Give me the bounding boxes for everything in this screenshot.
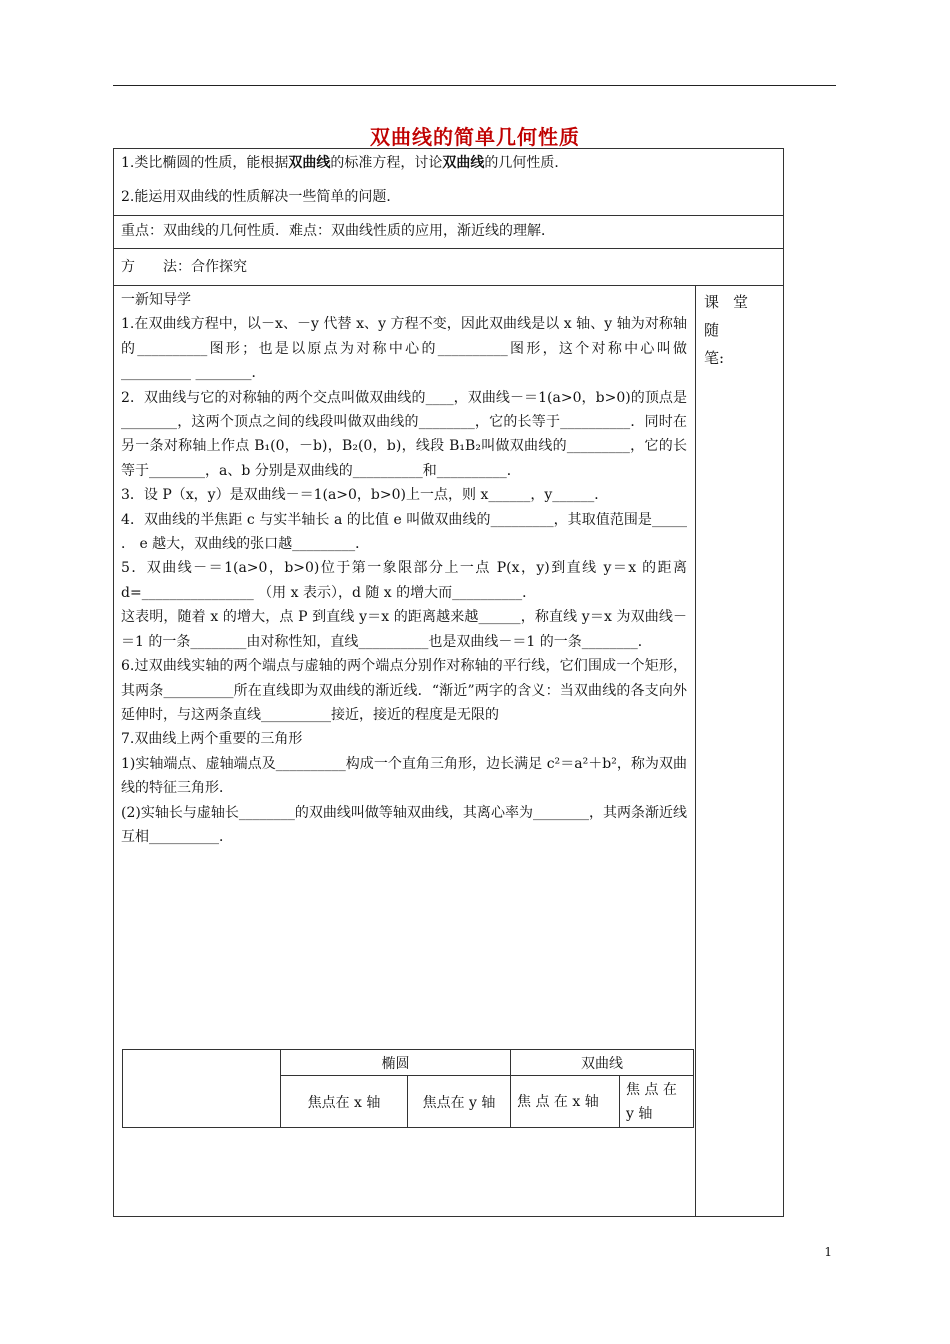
objective-1 [121, 151, 568, 175]
item-5b: 这表明，随着 x 的增大，点 P 到直线 y＝x 的距离越来越______，称直线 y＝x 为双曲线－＝1 的一条________由对称性知，直线__________也是双曲线－＝1 的一条________． [121, 609, 687, 650]
item-2: 2．双曲线与它的对称轴的两个交点叫做双曲线的____，双曲线－＝1(a>0，b>0)的顶点是________，这两个顶点之间的线段叫做双曲线的________，它的长等于__________．同时在另一条对称轴上作点 B₁(0，－b)，B₂(0，b)，线段 B₁B₂叫做双曲线的_________，它的长等于________，a、b 分别是双曲线的__________和__________． [121, 389, 687, 479]
objective-1-part: 1.类比椭圆的性质，能根据 [121, 155, 289, 171]
side-note-label: 笔: [704, 349, 725, 367]
row-divider [114, 285, 783, 286]
objective-1-bold: 双曲线 [442, 155, 485, 171]
table-header-ellipse: 椭圆 [281, 1050, 511, 1076]
table-cell-ellipse-y: 焦点在 y 轴 [408, 1076, 511, 1128]
objective-1-part: 的标准方程，讨论 [330, 155, 443, 171]
row-divider [114, 215, 783, 216]
table-empty-cell [123, 1050, 281, 1128]
objective-1-bold: 双曲线 [288, 155, 331, 171]
header-rule [113, 85, 836, 86]
page-title: 双曲线的简单几何性质 [370, 125, 580, 149]
side-notes [704, 288, 774, 372]
comparison-table [122, 1049, 694, 1128]
table-header-hyperbola: 双曲线 [511, 1050, 694, 1076]
objective-1-part: 的几何性质． [484, 155, 569, 171]
method: 方 法：合作探究 [121, 259, 247, 275]
page-number: 1 [824, 1245, 832, 1259]
objective-2: 2.能运用双曲线的性质解决一些简单的问题． [121, 189, 401, 205]
worksheet-frame [113, 148, 784, 1217]
notes-column-divider [695, 285, 696, 1216]
side-note-title: 课堂随 [704, 293, 763, 339]
section-heading: 一新知导学 [121, 292, 191, 308]
main-content [121, 288, 687, 849]
item-5: 5．双曲线－＝1(a>0，b>0)位于第一象限部分上一点 P(x，y)到直线 y＝x 的距离 d=________________ （用 x 表示），d 随 x 的增大而__________． [121, 560, 687, 601]
key-points: 重点：双曲线的几何性质．难点：双曲线性质的应用，渐近线的理解． [121, 223, 555, 239]
item-7b: (2)实轴长与虚轴长________的双曲线叫做等轴双曲线，其离心率为________，其两条渐近线互相__________． [121, 804, 687, 845]
table-cell-hyperbola-x: 焦 点 在 x 轴 [511, 1076, 620, 1128]
table-cell-ellipse-x: 焦点在 x 轴 [281, 1076, 408, 1128]
item-1: 1.在双曲线方程中，以－x、－y 代替 x、y 方程不变，因此双曲线是以 x 轴、y 轴为对称轴的__________图形；也是以原点为对称中心的__________图形，这个对称中心叫做__________ ________． [121, 316, 687, 382]
item-3: 3．设 P（x，y）是双曲线－＝1(a>0，b>0)上一点，则 x______，y______． [121, 487, 609, 504]
row-divider [114, 248, 783, 249]
item-7: 7.双曲线上两个重要的三角形 [121, 731, 303, 748]
item-6: 6.过双曲线实轴的两个端点与虚轴的两个端点分别作对称轴的平行线，它们围成一个矩形，其两条__________所在直线即为双曲线的渐近线．“渐近”两字的含义：当双曲线的各支向外延伸时，与这两条直线__________接近，接近的程度是无限的 [121, 658, 687, 723]
item-4: 4．双曲线的半焦距 c 与实半轴长 a 的比值 e 叫做双曲线的_________，其取值范围是_____ ． e 越大，双曲线的张口越_________． [121, 511, 687, 553]
item-7a: 1)实轴端点、虚轴端点及__________构成一个直角三角形，边长满足 c²＝a²＋b²，称为双曲线的特征三角形． [121, 755, 687, 797]
table-cell-hyperbola-y: 焦 点 在 y 轴 [620, 1076, 694, 1128]
